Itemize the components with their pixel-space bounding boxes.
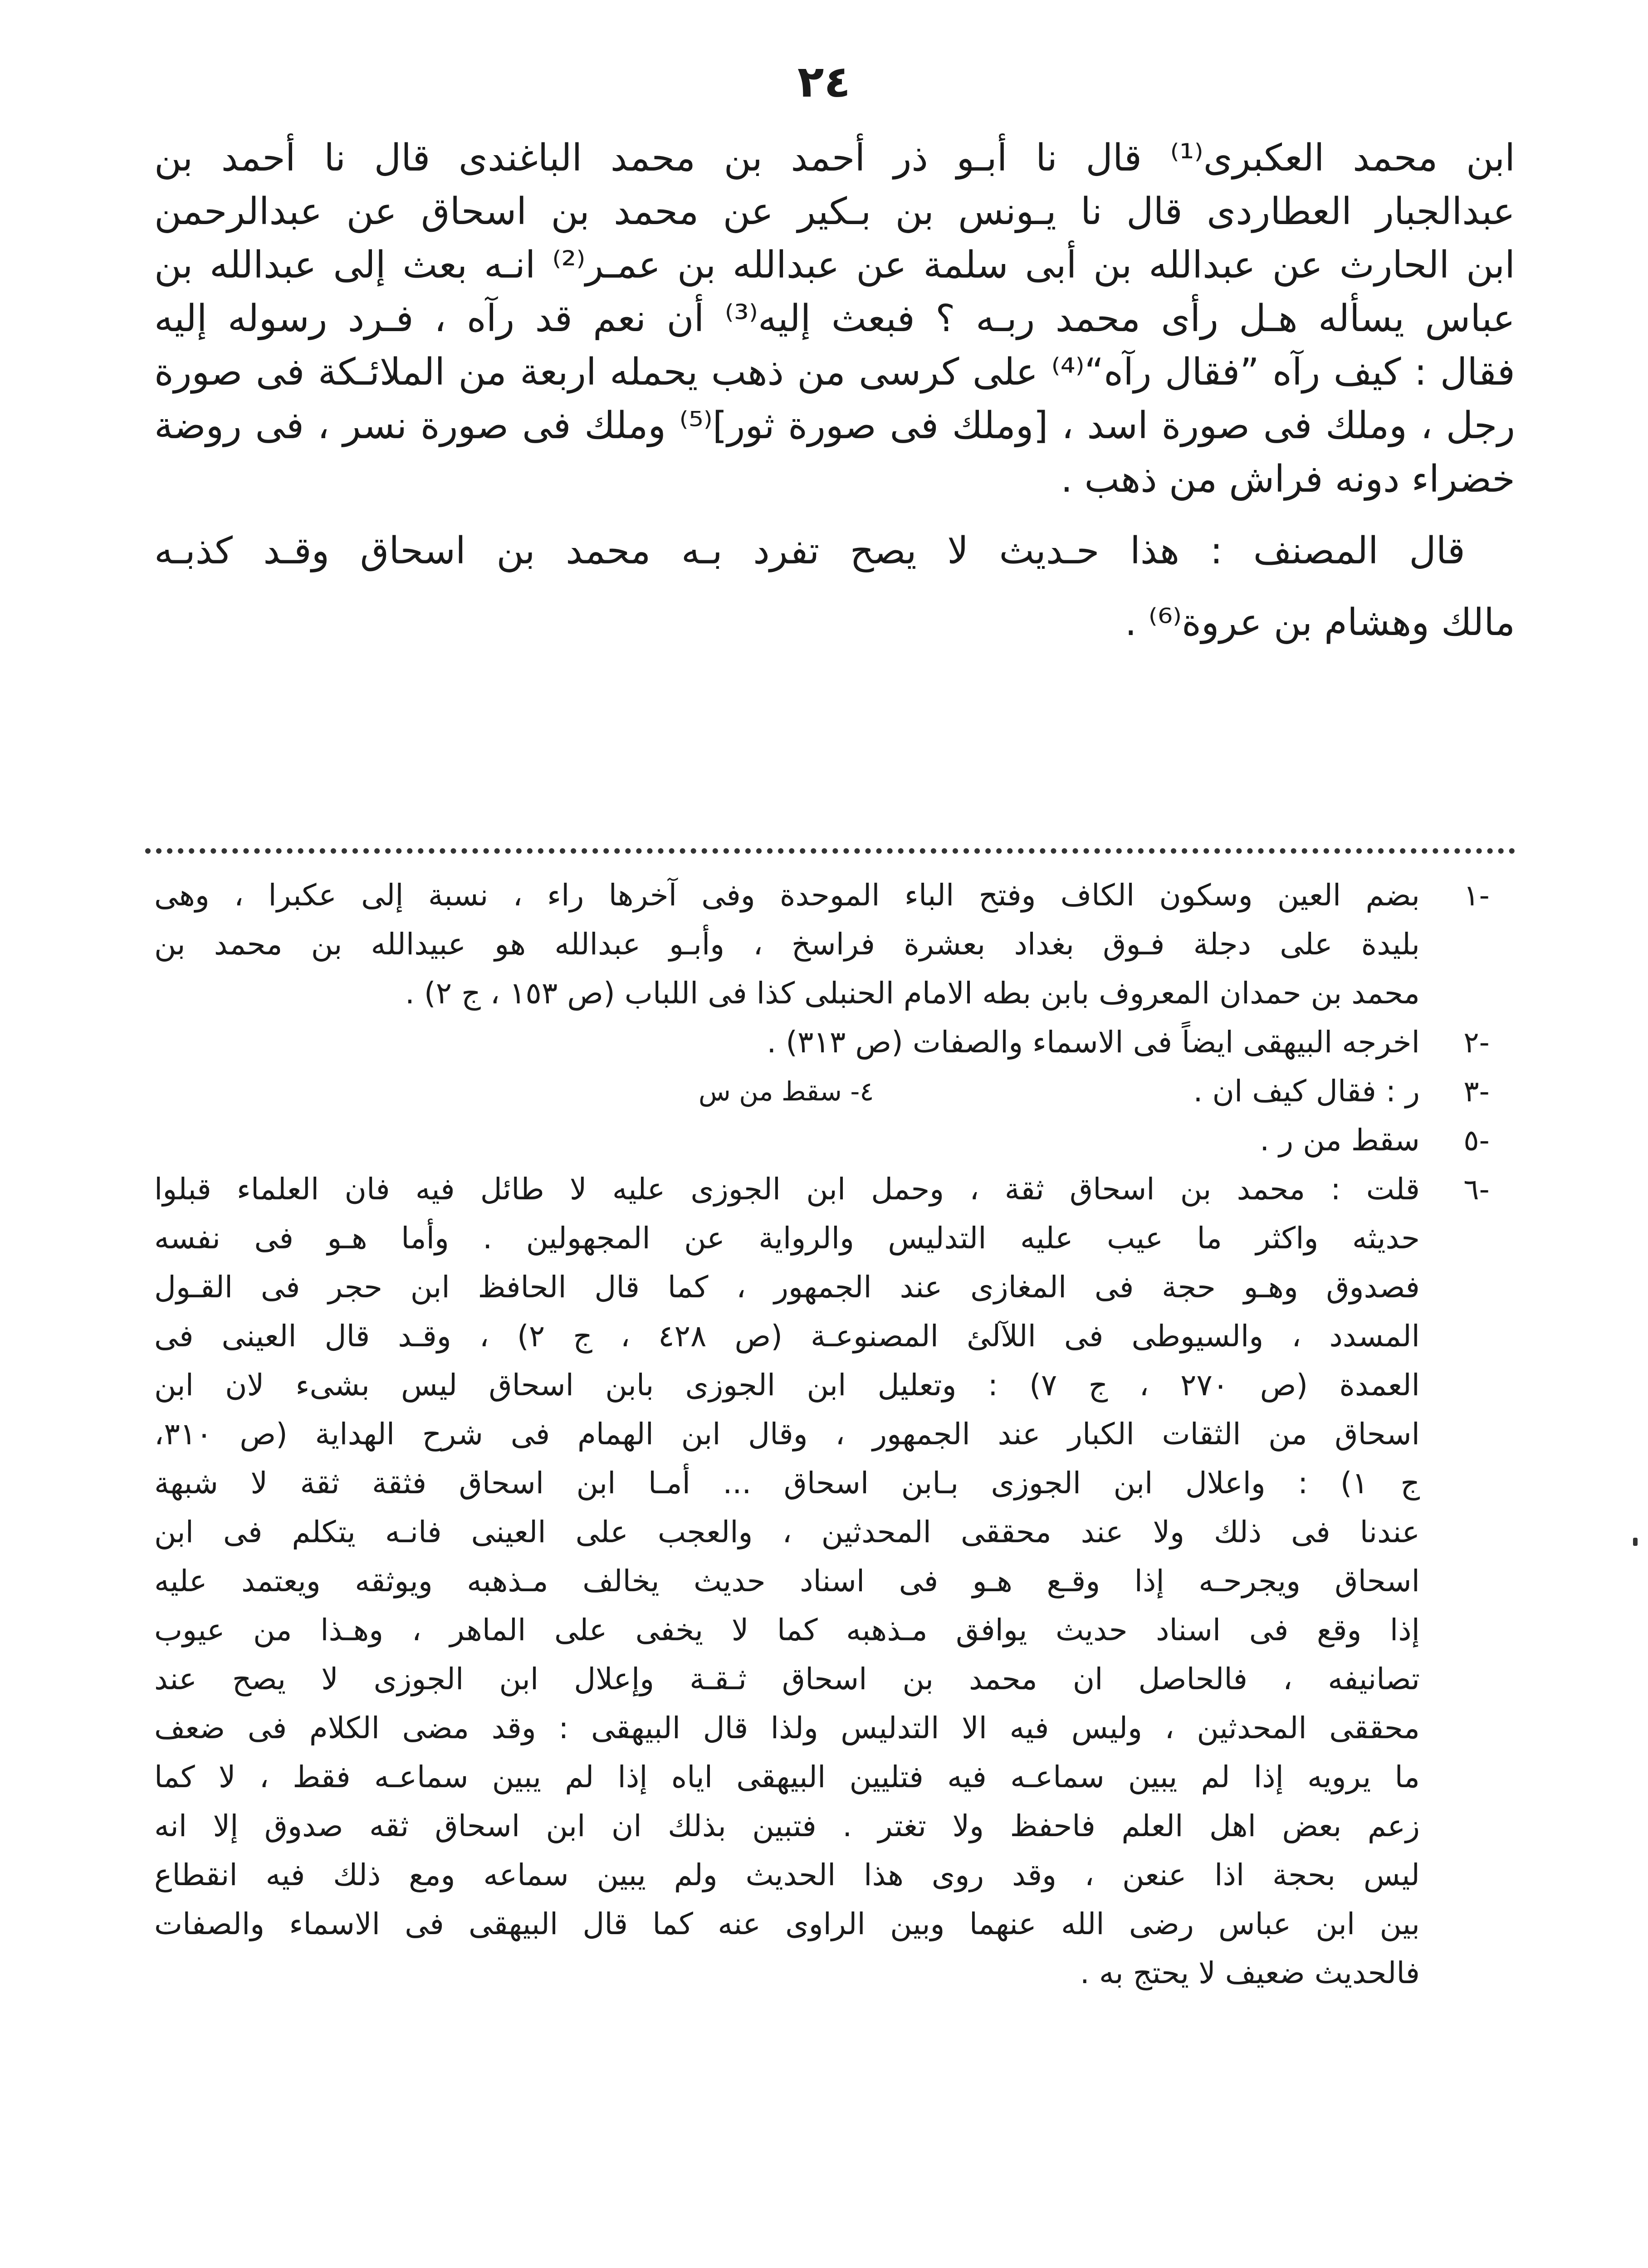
page-number: ٢٤: [797, 56, 851, 107]
paragraph-gap: [154, 578, 1515, 596]
footnote-separator: [145, 848, 1515, 854]
main-line: رجل ، وملك فى صورة اسد ، [وملك فى صورة ثور]⁽⁵⁾ وملك فى صورة نسر ، فى روضة: [154, 404, 1515, 447]
footnote-number: -١: [1463, 879, 1490, 913]
footnotes: [154, 871, 1515, 1998]
footnote-aside: ٤- سقط من س: [699, 1076, 874, 1107]
main-line: عباس يسأله هـل رأى محمد ربـه ؟ فبعث إليه⁽³⁾ أن نعم قد رآه ، فـرد رسوله إليه: [154, 297, 1515, 340]
footnote-number: -٦: [1463, 1173, 1490, 1207]
paragraph-gap: [154, 506, 1515, 524]
footnote-line: بضم العين وسكون الكاف وفتح الباء الموحدة وفى آخرها راء ، نسبة إلى عكبرا ، وهى: [154, 878, 1420, 913]
footnote-line: سقط من ر .: [1260, 1123, 1420, 1158]
footnote-line: العمدة (ص ٢٧٠ ، ج ٧) : وتعليل ابن الجوزى بابن اسحاق ليس بشىء لان ابن: [154, 1368, 1420, 1403]
footnote-line: ما يرويه إذا لم يبين سماعـه فيه فتليين البيهقى اياه إذا لم يبين سماعـه فقط ، لا كما: [154, 1760, 1420, 1794]
main-line: ابن محمد العكبرى⁽¹⁾ قال نا أبـو ذر أحمد بن محمد الباغندى قال نا أحمد بن: [154, 137, 1515, 180]
footnote: [154, 1165, 1515, 1998]
author-remark-line: مالك وهشام بن عروة⁽⁶⁾ .: [1125, 601, 1515, 644]
footnote-line: اخرجه البيهقى ايضاً فى الاسماء والصفات (ص ٣١٣) .: [767, 1025, 1420, 1060]
author-remark-line: قال المصنف : هذا حـديث لا يصح تفرد بـه محمد بن اسحاق وقـد كذبـه: [154, 529, 1465, 572]
footnote-line: اسحاق ويجرحـه إذا وقـع هـو فى اسناد حديث يخالف مـذهبه ويوثقه ويعتمد عليه: [154, 1564, 1420, 1598]
footnote-number: -٢: [1463, 1026, 1490, 1060]
footnote-line: المسدد ، والسيوطى فى اللآلئ المصنوعـة (ص ٤٢٨ ، ج ٢) ، وقـد قال العينى فى: [154, 1319, 1420, 1354]
footnote-line: اسحاق من الثقات الكبار عند الجمهور ، وقال ابن الهمام فى شرح الهداية (ص ٣١٠،: [154, 1417, 1420, 1452]
footnote-line: محققى المحدثين ، وليس فيه الا التدليس ولذا قال البيهقى : وقد مضى الكلام فى ضعف: [154, 1711, 1420, 1745]
footnote-line: فالحديث ضعيف لا يحتج به .: [1080, 1955, 1420, 1990]
main-text: [154, 132, 1515, 650]
footnote-number: -٣: [1463, 1075, 1490, 1109]
footnote-line: محمد بن حمدان المعروف بابن بطه الامام الحنبلى كذا فى اللباب (ص ١٥٣ ، ج ٢) .: [405, 976, 1420, 1011]
main-line: عبدالجبار العطاردى قال نا يـونس بن بـكير عن محمد بن اسحاق عن عبدالرحمن: [154, 190, 1515, 233]
footnote: [154, 1116, 1515, 1165]
footnote-number: -٥: [1463, 1124, 1490, 1158]
margin-speck: [1633, 1538, 1638, 1546]
footnote-line: تصانيفه ، فالحاصل ان محمد بن اسحاق ثـقـة وإعلال ابن الجوزى لا يصح عند: [154, 1662, 1420, 1696]
footnote-line: بليدة على دجلة فـوق بغداد بعشرة فراسخ ، وأبـو عبدالله هو عبيدالله بن محمد بن: [154, 927, 1420, 962]
main-line: ابن الحارث عن عبدالله بن أبى سلمة عن عبدالله بن عمـر⁽²⁾ انـه بعث إلى عبدالله بن: [154, 244, 1515, 287]
footnote-line: عندنا فى ذلك ولا عند محققى المحدثين ، والعجب على العينى فانـه يتكلم فى ابن: [154, 1515, 1420, 1549]
footnote-line: بين ابن عباس رضى الله عنهما وبين الراوى عنه كما قال البيهقى فى الاسماء والصفات: [154, 1906, 1420, 1941]
footnote: [154, 1018, 1515, 1067]
footnote-line: ليس بحجة اذا عنعن ، وقد روى هذا الحديث ولم يبين سماعه ومع ذلك فيه انقطاع: [154, 1857, 1420, 1892]
footnote-line: ر : فقال كيف ان .: [1193, 1074, 1420, 1109]
main-line: فقال : كيف رآه ”فقال رآه“⁽⁴⁾ على كرسى من ذهب يحمله اربعة من الملائـكة فى صورة: [154, 351, 1515, 394]
footnote-line: حديثه واكثر ما عيب عليه التدليس والرواية عن المجهولين . وأما هـو فى نفسه: [154, 1221, 1420, 1256]
footnote-line: إذا وقع فى اسناد حديث يوافق مـذهبه كما لا يخفى على الماهر ، وهـذا من عيوب: [154, 1613, 1420, 1647]
footnote: [154, 871, 1515, 1018]
footnote-line: ج ١) : واعلال ابن الجوزى بـابن اسحاق ... أمـا ابن اسحاق فثقة ثقة لا شبهة: [154, 1466, 1420, 1501]
footnote: [154, 1067, 1515, 1116]
footnote-line: فصدوق وهـو حجة فى المغازى عند الجمهور ، كما قال الحافظ ابن حجر فى القـول: [154, 1270, 1420, 1305]
footnote-line: زعم بعض اهل العلم فاحفظ ولا تغتر . فتبين بذلك ان ابن اسحاق ثقه صدوق إلا انه: [154, 1809, 1420, 1843]
footnote-line: قلت : محمد بن اسحاق ثقة ، وحمل ابن الجوزى عليه لا طائل فيه فان العلماء قبلوا: [154, 1172, 1420, 1207]
main-line: خضراء دونه فراش من ذهب .: [1061, 458, 1515, 501]
